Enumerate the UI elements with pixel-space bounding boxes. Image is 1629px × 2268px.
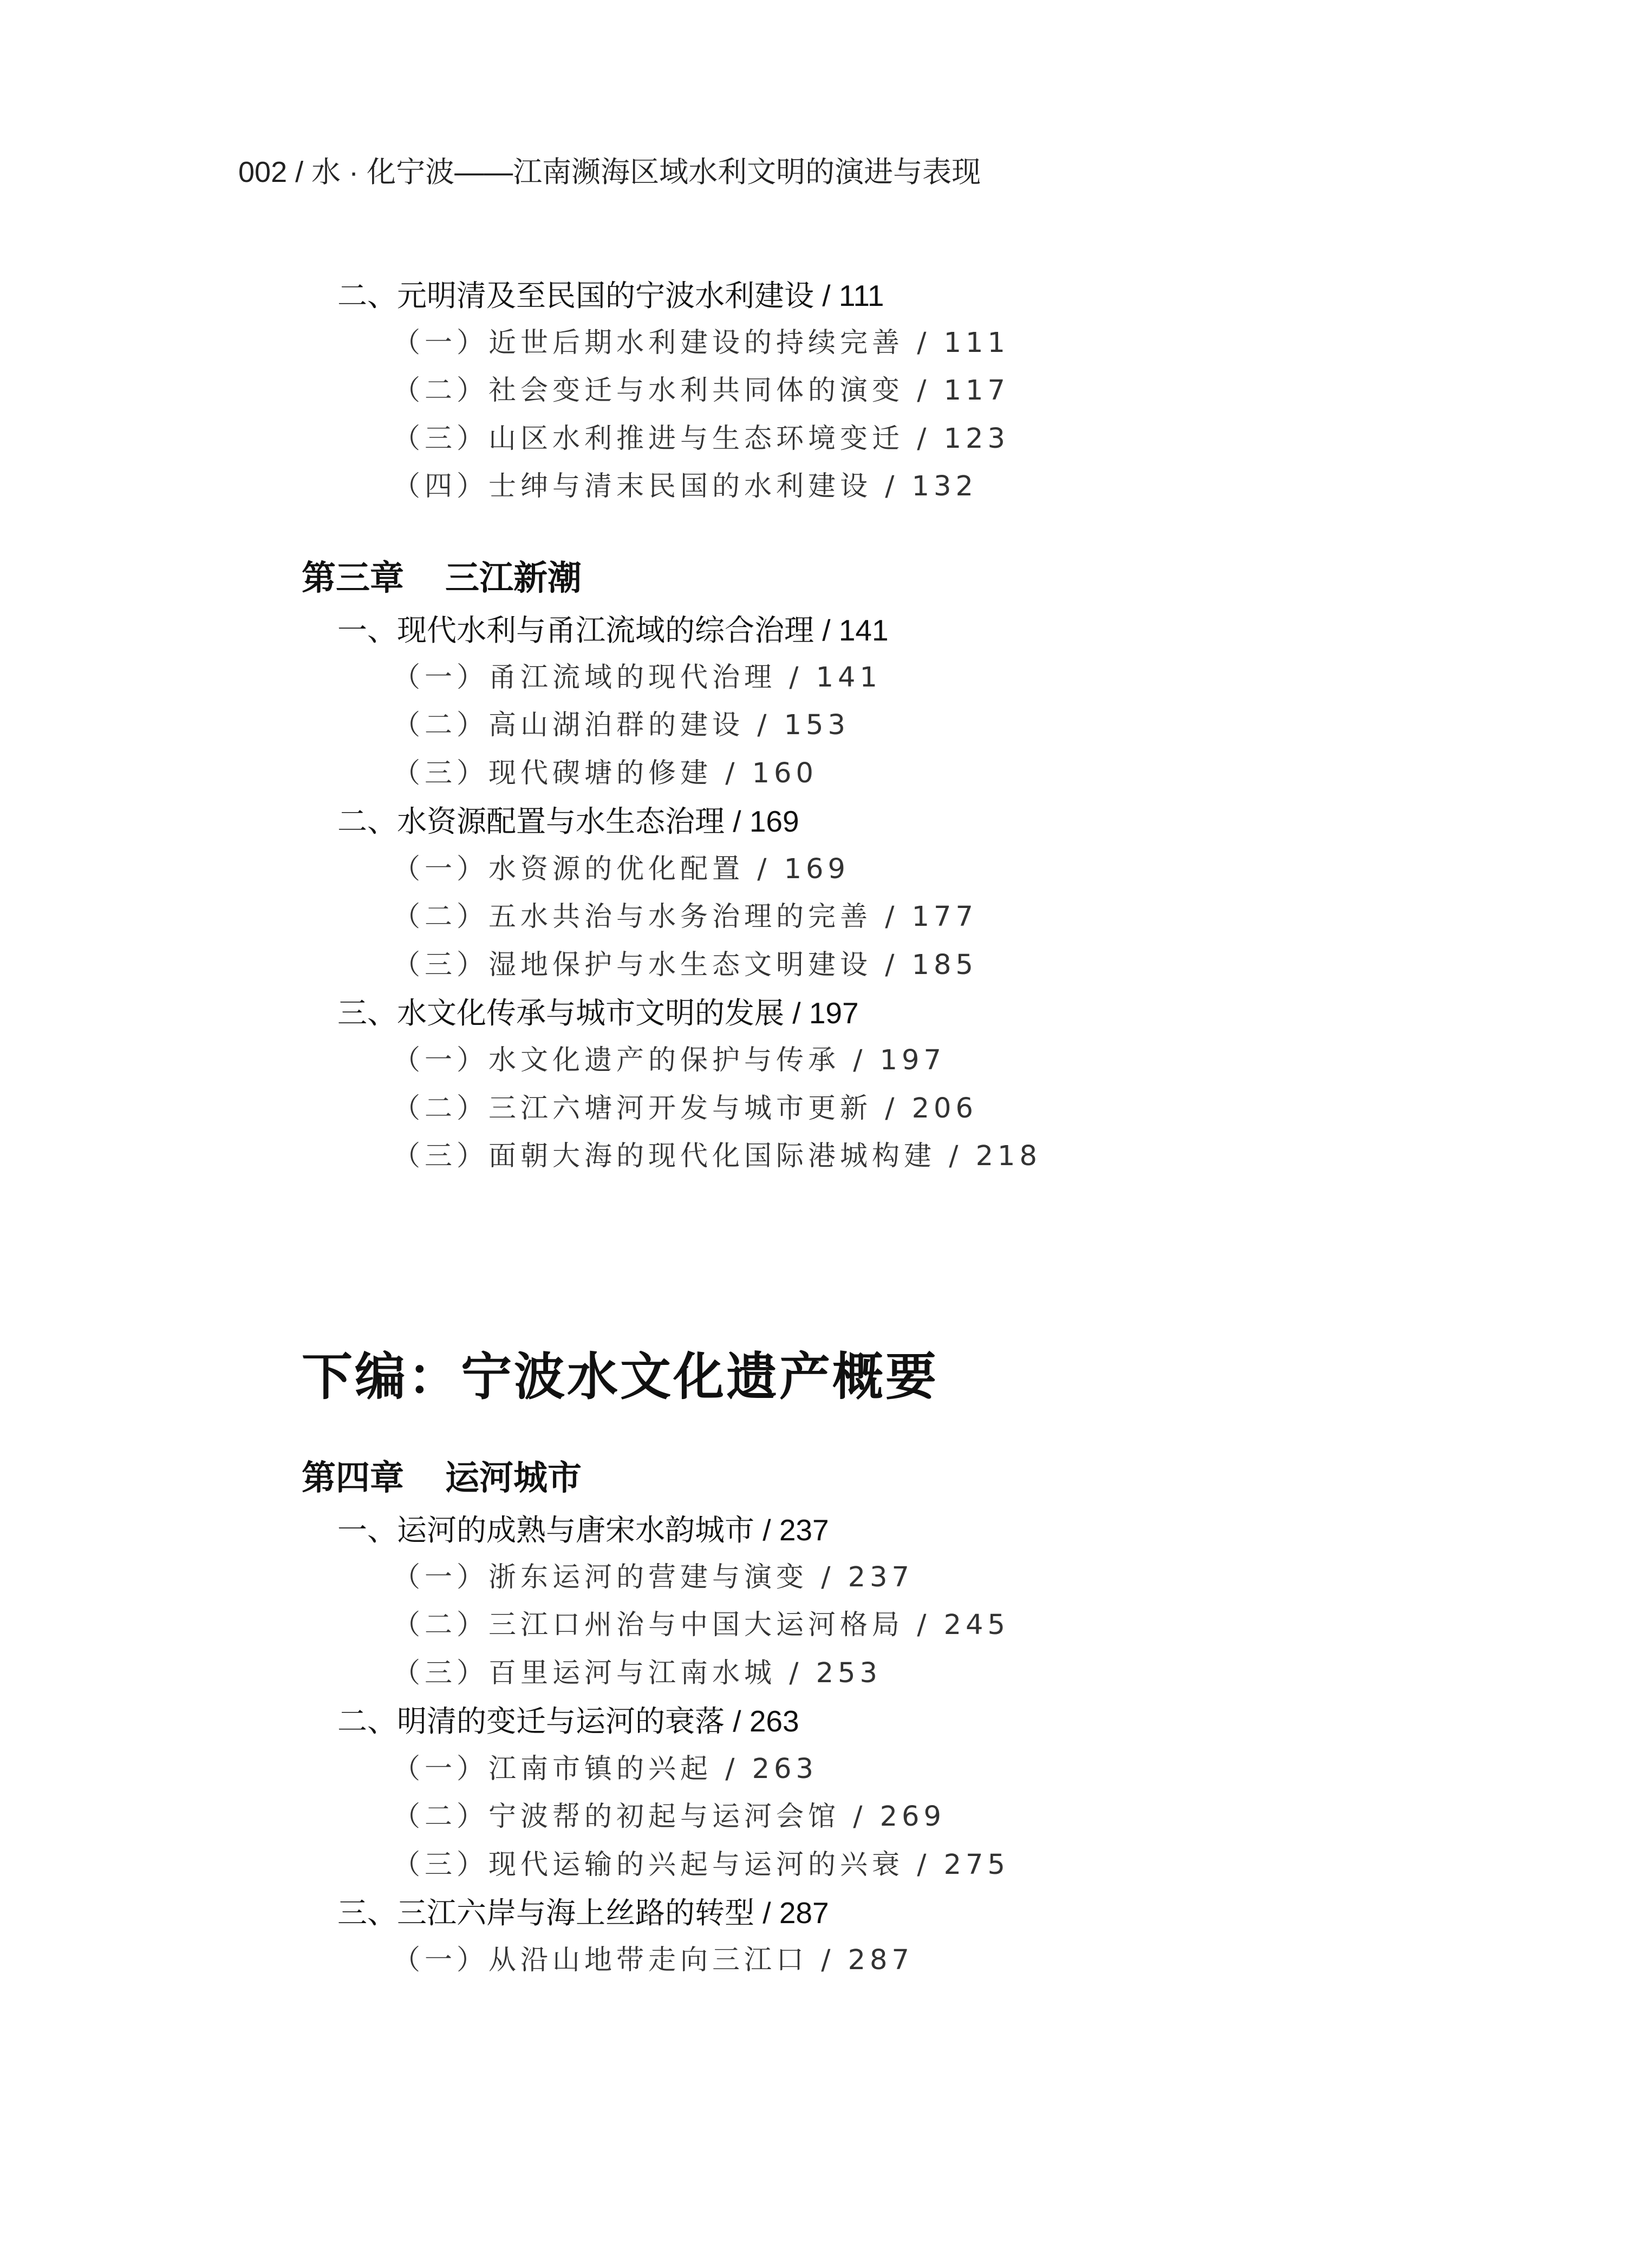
toc-subsection: （二）五水共治与水务治理的完善 / 177 <box>393 901 978 933</box>
toc-subsection: （三）百里运河与江南水城 / 253 <box>393 1657 882 1689</box>
toc-section: 一、运河的成熟与唐宋水韵城市 / 237 <box>337 1513 829 1547</box>
toc-subsection: （二）宁波帮的初起与运河会馆 / 269 <box>393 1801 946 1833</box>
toc-subsection: （三）现代运输的兴起与运河的兴衰 / 275 <box>393 1849 1009 1881</box>
toc-section: 二、明清的变迁与运河的衰落 / 263 <box>337 1704 799 1738</box>
toc-section: 三、水文化传承与城市文明的发展 / 197 <box>337 996 859 1030</box>
chapter-number: 第三章 <box>302 558 404 598</box>
toc-section: 二、元明清及至民国的宁波水利建设 / 111 <box>337 279 884 312</box>
toc-subsection: （四）士绅与清末民国的水利建设 / 132 <box>393 470 978 502</box>
toc-subsection: （三）湿地保护与水生态文明建设 / 185 <box>393 949 978 981</box>
toc-subsection: （一）浙东运河的营建与演变 / 237 <box>393 1561 914 1593</box>
part-heading: 下编：宁波水文化遗产概要 <box>302 1347 939 1407</box>
toc-subsection: （一）江南市镇的兴起 / 263 <box>393 1753 818 1785</box>
toc-subsection: （三）面朝大海的现代化国际港城构建 / 218 <box>393 1140 1041 1172</box>
toc-subsection: （一）甬江流域的现代治理 / 141 <box>393 662 882 694</box>
toc-subsection: （三）山区水利推进与生态环境变迁 / 123 <box>393 423 1009 455</box>
toc-subsection: （二）三江六塘河开发与城市更新 / 206 <box>393 1093 978 1125</box>
toc-subsection: （一）水资源的优化配置 / 169 <box>393 853 850 885</box>
toc-subsection: （一）近世后期水利建设的持续完善 / 111 <box>393 327 1009 359</box>
chapter-heading <box>302 557 582 600</box>
toc-section: 三、三江六岸与海上丝路的转型 / 287 <box>337 1896 829 1930</box>
chapter-title: 三江新潮 <box>445 558 582 598</box>
toc-section: 一、现代水利与甬江流域的综合治理 / 141 <box>337 613 889 647</box>
toc-subsection: （二）三江口州治与中国大运河格局 / 245 <box>393 1609 1009 1641</box>
chapter-number: 第四章 <box>302 1458 404 1498</box>
toc-subsection: （二）高山湖泊群的建设 / 153 <box>393 709 850 741</box>
chapter-title: 运河城市 <box>445 1458 582 1498</box>
chapter-heading <box>302 1456 582 1500</box>
toc-section: 二、水资源配置与水生态治理 / 169 <box>337 805 799 838</box>
toc-subsection: （二）社会变迁与水利共同体的演变 / 117 <box>393 375 1009 407</box>
toc-subsection: （一）水文化遗产的保护与传承 / 197 <box>393 1044 946 1076</box>
toc-subsection: （一）从沿山地带走向三江口 / 287 <box>393 1944 914 1976</box>
toc-subsection: （三）现代碶塘的修建 / 160 <box>393 757 818 789</box>
running-header: 002 / 水 · 化宁波——江南濒海区域水利文明的演进与表现 <box>238 156 981 188</box>
